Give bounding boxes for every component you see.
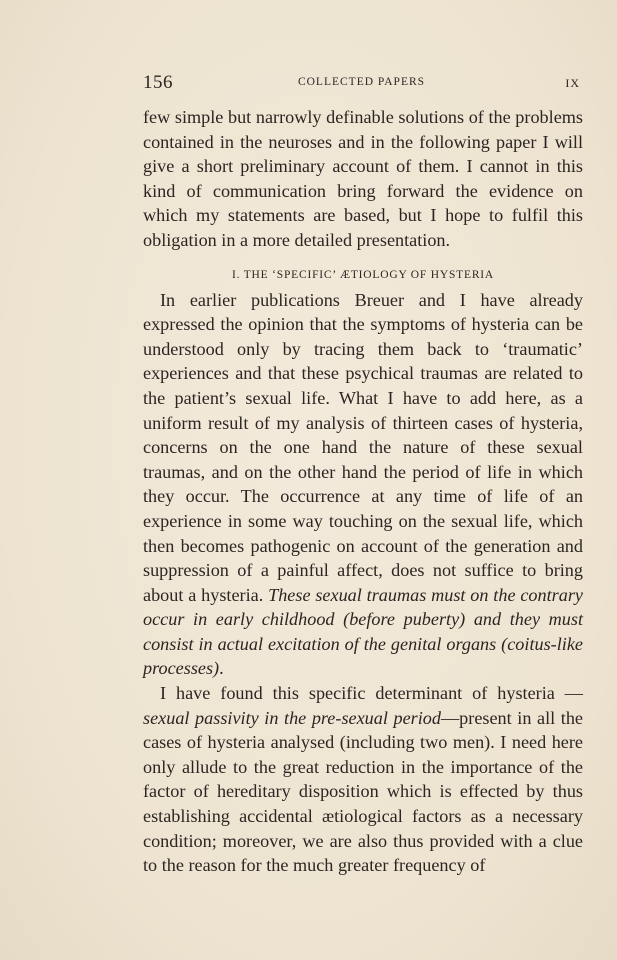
paragraph-text: .: [219, 658, 224, 679]
italic-emphasis: sexual passivity in the pre-sexual period: [143, 707, 441, 728]
italic-emphasis: These sexual traumas must on the contrary occur in early childhood (before puberty) and they must consist in actual excitation of the genital organs (coitus-like processes): [143, 584, 583, 679]
paragraph-text: I have found this specific determinant of hysteria —: [160, 683, 583, 704]
section-heading: I. THE ‘SPECIFIC’ ÆTIOLOGY OF HYSTERIA: [231, 268, 495, 281]
paragraph-earlier-publications: [143, 288, 583, 682]
page-number: 156: [143, 72, 173, 93]
running-title: COLLECTED PAPERS: [297, 76, 426, 88]
paragraph-continuation: few simple but narrowly definable solutions of the problems contained in the neuroses and in the following paper I will give a short preliminary account of them. I cannot in this kind of communication bring forward the evidence on which my statements are based, but I hope to fulfil this obligation in a more detailed presentation.: [143, 107, 583, 250]
paragraph-text: —present in all the cases of hysteria analysed (including two men). I need here only allude to the great reduction in the importance of the factor of hereditary disposition which is effected by thus establishing accidental ætiological factors as a necessary condition; moreover, we are also thus provided with a clue to the reason for the much greater frequency of: [143, 707, 583, 876]
chapter-number: IX: [565, 76, 580, 90]
body-text: [143, 105, 583, 878]
paragraph-text: In earlier publications Breuer and I have already expressed the opinion that the symptoms of hysteria can be understood only by tracing them back to ‘traumatic’ experiences and that these psychical traumas are related to the patient’s sexual life. What I have to add here, as a uniform result of my analysis of thirteen cases of hysteria, concerns on the one hand the nature of these sexual traumas, and on the other hand the period of life in which they occur. The occurrence at any time of life of an experience in some way touching on the sexual life, which then becomes pathogenic on account of the generation and suppression of a painful affect, does not suffice to bring about a hysteria.: [143, 289, 583, 605]
running-head: [143, 72, 580, 98]
paragraph-specific-determinant: [143, 681, 583, 878]
